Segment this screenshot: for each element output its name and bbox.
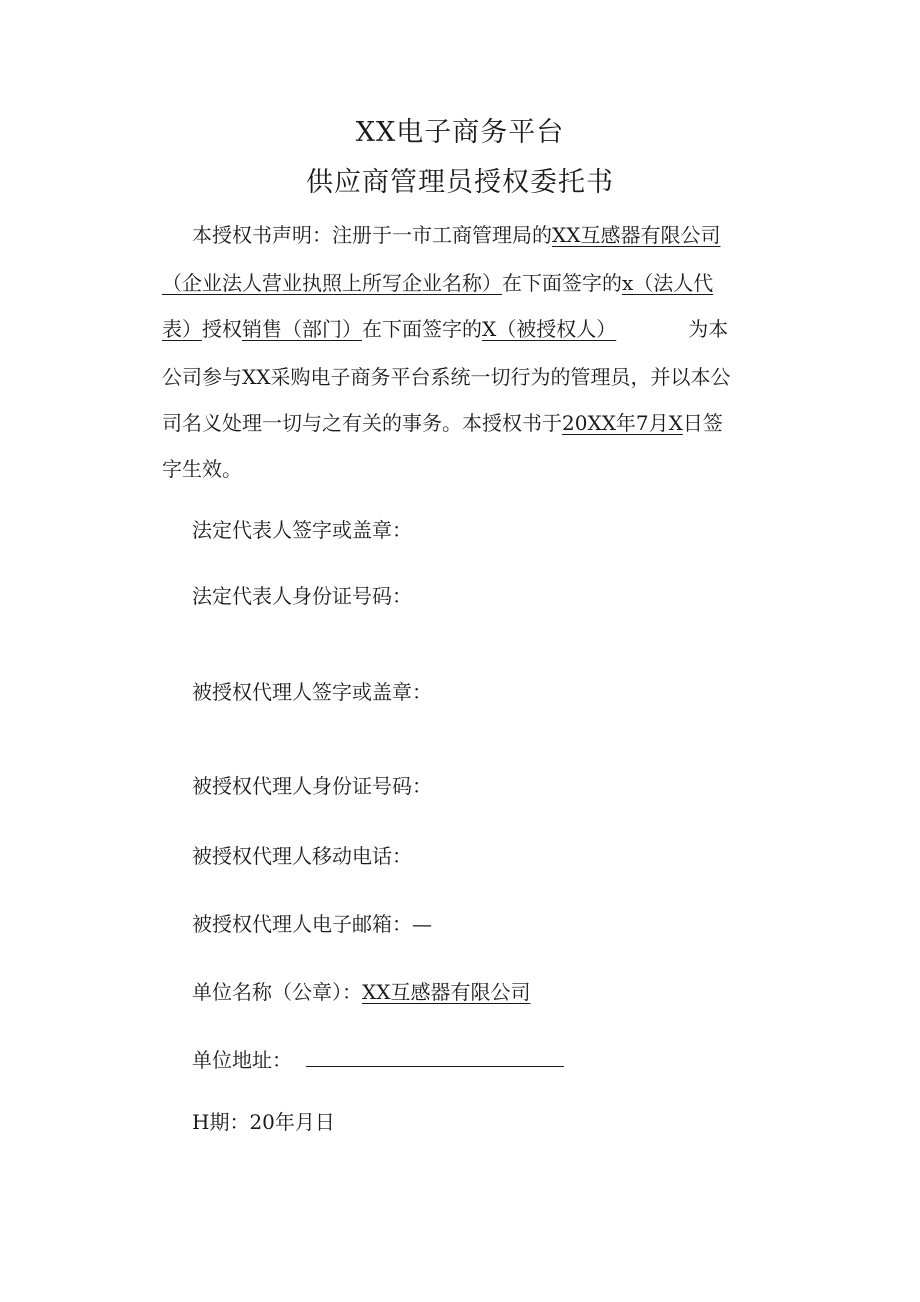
statement-line-4: 公司参与XX采购电子商务平台系统一切行为的管理员，并以本公 xyxy=(162,365,731,389)
statement-line-1 xyxy=(192,218,720,252)
unit-address-blank-line xyxy=(306,1048,564,1067)
unit-address-label: 单位地址： xyxy=(192,1048,292,1072)
unit-address-field xyxy=(192,1048,564,1070)
unit-name-value: XX互感器有限公司 xyxy=(362,980,531,1004)
statement-text: 在下面签字的 xyxy=(502,271,622,295)
company-name-filled: XX互感器有限公司 xyxy=(552,223,721,247)
statement-text: 本授权书声明：注册于一市工商管理局的 xyxy=(192,223,552,247)
unit-name-field xyxy=(192,982,530,1002)
department-filled: 销售（部门） xyxy=(242,317,362,341)
statement-text: 在下面签字的 xyxy=(362,317,482,341)
statement-text: 司名义处理一切与之有关的事务。本授权书于 xyxy=(162,411,562,435)
statement-line-5 xyxy=(162,406,723,440)
statement-text: 日签 xyxy=(682,411,723,435)
effective-date-filled: 20XX年7月X xyxy=(562,411,683,435)
unit-name-label: 单位名称（公章）： xyxy=(192,980,362,1004)
statement-line-3 xyxy=(162,312,728,346)
legal-rep-filled-end: 表） xyxy=(162,317,202,341)
agent-filled: X（被授权人） xyxy=(482,317,617,341)
agent-phone-field: 被授权代理人移动电话： xyxy=(192,844,412,868)
document-title: 供应商管理员授权委托书 xyxy=(306,167,614,198)
date-field: H期：20年月日 xyxy=(192,1110,335,1134)
legal-rep-filled: x（法人代 xyxy=(622,271,714,295)
platform-title: XX电子商务平台 xyxy=(355,117,565,148)
legal-rep-id-field: 法定代表人身份证号码： xyxy=(192,584,412,608)
agent-signature-field: 被授权代理人签字或盖章： xyxy=(192,680,432,704)
agent-email-field: 被授权代理人电子邮箱：— xyxy=(192,912,432,936)
statement-text: 为本 xyxy=(688,317,729,341)
company-name-note: （企业法人营业执照上所写企业名称） xyxy=(162,271,502,295)
agent-id-field: 被授权代理人身份证号码： xyxy=(192,774,432,798)
statement-text: 授权 xyxy=(202,317,242,341)
legal-rep-signature-field: 法定代表人签字或盖章： xyxy=(192,518,412,542)
statement-line-6: 字生效。 xyxy=(162,457,242,481)
statement-line-2 xyxy=(162,266,713,300)
